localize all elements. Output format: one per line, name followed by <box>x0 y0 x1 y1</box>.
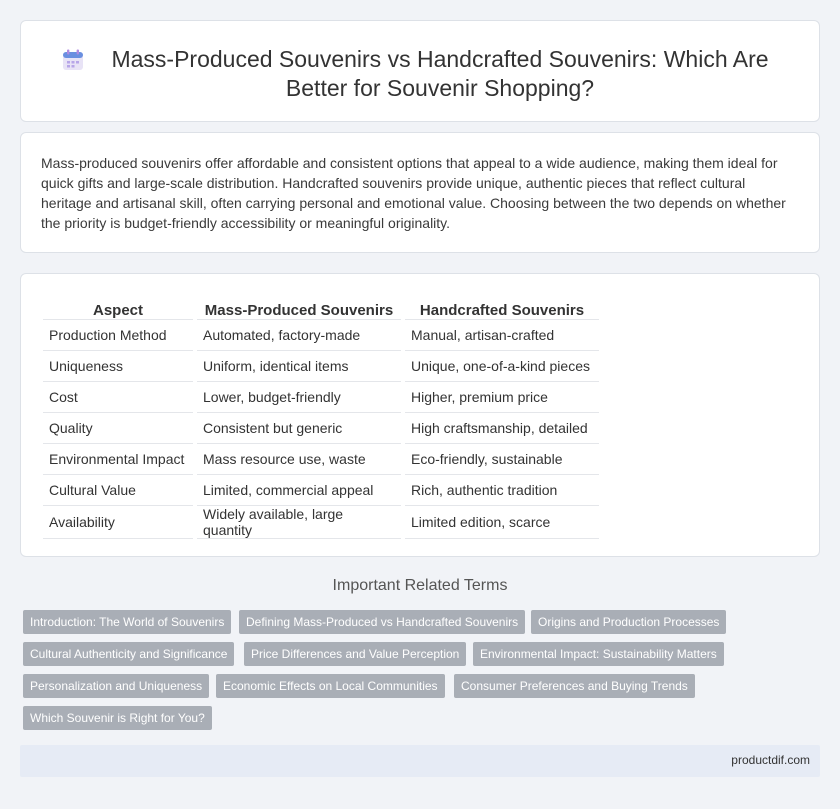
related-term-tag[interactable]: Introduction: The World of Souvenirs <box>23 610 231 634</box>
table-row <box>43 444 599 475</box>
header-aspect: Aspect <box>43 294 193 320</box>
intro-card <box>20 132 820 253</box>
header-handcrafted: Handcrafted Souvenirs <box>405 294 599 320</box>
cell-mass-produced: Uniform, identical items <box>197 351 401 382</box>
related-term-tag[interactable]: Defining Mass-Produced vs Handcrafted Souvenirs <box>239 610 525 634</box>
intro-paragraph: Mass-produced souvenirs offer affordable and consistent options that appeal to a wide audience, making them ideal for quick gifts and large-scale distribution. Handcrafted souvenirs provide unique, authentic pieces that reflect cultural heritage and artisanal skill, often carrying personal and emotional value. Choosing between the two depends on whether the priority is budget-friendly accessibility or meaningful originality. <box>41 155 786 231</box>
title-card <box>20 20 820 122</box>
related-term-tag[interactable]: Personalization and Uniqueness <box>23 674 209 698</box>
related-term-tag[interactable]: Environmental Impact: Sustainability Matters <box>473 642 724 666</box>
cell-handcrafted: Unique, one-of-a-kind pieces <box>405 351 599 382</box>
cell-mass-produced: Widely available, large quantity <box>197 506 401 539</box>
table-row <box>43 506 599 539</box>
cell-aspect: Availability <box>43 506 193 539</box>
cell-aspect: Quality <box>43 413 193 444</box>
page-title: Mass-Produced Souvenirs vs Handcrafted Souvenirs: Which Are Better for Souvenir Shopping? <box>111 46 769 101</box>
cell-mass-produced: Lower, budget-friendly <box>197 382 401 413</box>
cell-mass-produced: Automated, factory-made <box>197 320 401 351</box>
related-term-tag[interactable]: Consumer Preferences and Buying Trends <box>454 674 695 698</box>
site-name[interactable]: productdif.com <box>731 753 810 767</box>
table-row <box>43 382 599 413</box>
comparison-table <box>43 294 599 539</box>
related-term-tag[interactable]: Economic Effects on Local Communities <box>216 674 445 698</box>
cell-aspect: Environmental Impact <box>43 444 193 475</box>
related-term-tag[interactable]: Price Differences and Value Perception <box>244 642 466 666</box>
related-term-tag[interactable]: Which Souvenir is Right for You? <box>23 706 212 730</box>
cell-handcrafted: Limited edition, scarce <box>405 506 599 539</box>
related-term-tag[interactable]: Origins and Production Processes <box>531 610 726 634</box>
related-terms-heading: Important Related Terms <box>332 577 508 594</box>
cell-handcrafted: Higher, premium price <box>405 382 599 413</box>
table-header-row <box>43 294 599 320</box>
footer <box>20 745 820 777</box>
cell-aspect: Cultural Value <box>43 475 193 506</box>
cell-mass-produced: Consistent but generic <box>197 413 401 444</box>
cell-mass-produced: Mass resource use, waste <box>197 444 401 475</box>
cell-handcrafted: High craftsmanship, detailed <box>405 413 599 444</box>
related-term-tag[interactable]: Cultural Authenticity and Significance <box>23 642 234 666</box>
cell-aspect: Production Method <box>43 320 193 351</box>
cell-handcrafted: Manual, artisan-crafted <box>405 320 599 351</box>
cell-handcrafted: Rich, authentic tradition <box>405 475 599 506</box>
cell-aspect: Cost <box>43 382 193 413</box>
comparison-card <box>20 273 820 557</box>
table-row <box>43 320 599 351</box>
table-row <box>43 475 599 506</box>
cell-aspect: Uniqueness <box>43 351 193 382</box>
table-row <box>43 413 599 444</box>
cell-mass-produced: Limited, commercial appeal <box>197 475 401 506</box>
table-row <box>43 351 599 382</box>
header-mass-produced: Mass-Produced Souvenirs <box>197 294 401 320</box>
cell-handcrafted: Eco-friendly, sustainable <box>405 444 599 475</box>
